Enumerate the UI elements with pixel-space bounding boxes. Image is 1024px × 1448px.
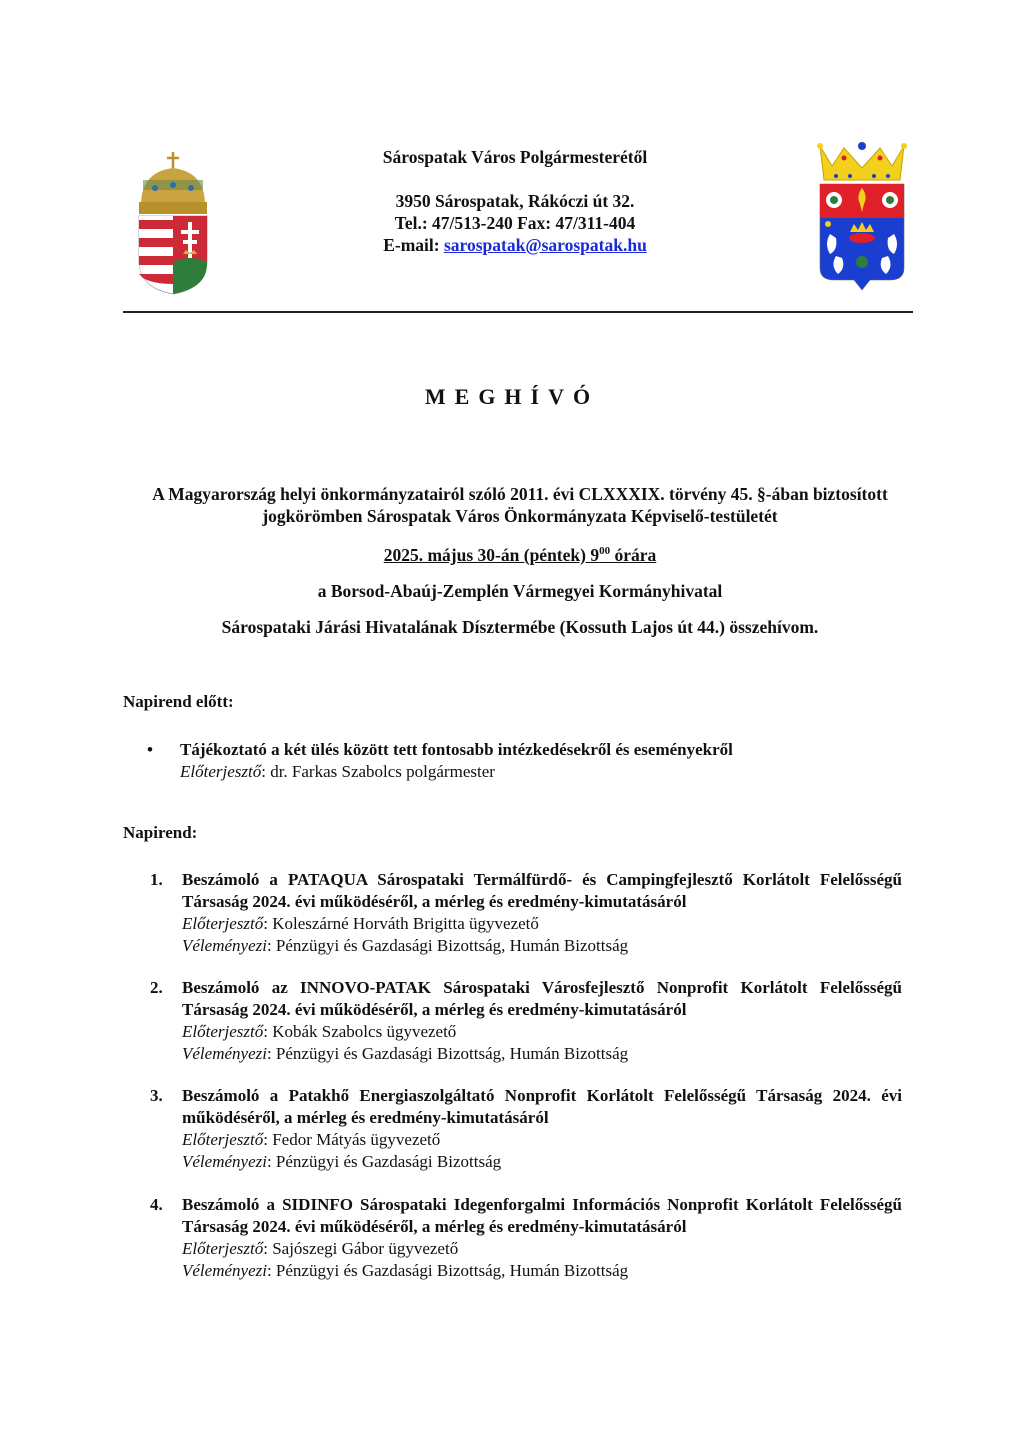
presenter-label: Előterjesztő <box>182 1130 264 1149</box>
opinion-label: Véleményezi <box>182 1044 267 1063</box>
presenter-label: Előterjesztő <box>180 762 262 781</box>
opinion-committees: : Pénzügyi és Gazdasági Bizottság <box>266 1152 502 1171</box>
opinion-label: Véleményezi <box>182 1152 267 1171</box>
agenda-item-opinion <box>182 935 902 957</box>
legal-basis: A Magyarország helyi önkormányzatairól szóló 2011. évi CLXXXIX. törvény 45. §-ában biztosított jogkörömben Sárospatak Város Önkormányzata Képviselő-testületét <box>152 484 888 526</box>
meeting-location-1: a Borsod-Abaúj-Zemplén Vármegyei Kormányhivatal <box>317 580 723 601</box>
agenda-item-presenter <box>182 1238 902 1260</box>
agenda-item-presenter <box>182 1129 902 1151</box>
bullet-icon: • <box>147 740 153 759</box>
presenter-name: : dr. Farkas Szabolcs polgármester <box>261 762 495 781</box>
agenda-item-opinion <box>182 1043 902 1065</box>
phone-fax: Tel.: 47/513-240 Fax: 47/311-404 <box>394 213 636 233</box>
pre-agenda-presenter <box>180 761 880 783</box>
presenter-name: : Fedor Mátyás ügyvezető <box>263 1130 441 1149</box>
letterhead <box>300 146 730 256</box>
meeting-time-minutes: 00 <box>599 545 611 557</box>
agenda-item <box>150 1194 902 1282</box>
presenter-name: : Kobák Szabolcs ügyvezető <box>263 1022 457 1041</box>
email-line <box>300 234 730 256</box>
pre-agenda-item-title: Tájékoztató a két ülés között tett fontosabb intézkedésekről és eseményekről <box>180 740 733 759</box>
header-divider <box>123 311 913 313</box>
pre-agenda-heading: Napirend előtt: <box>123 692 234 711</box>
agenda-item-opinion <box>182 1151 902 1173</box>
agenda-item-number: 3. <box>150 1086 163 1105</box>
agenda-item-number: 1. <box>150 870 163 889</box>
agenda-item-title: Beszámoló az INNOVO-PATAK Sárospataki Városfejlesztő Nonprofit Korlátolt Felelősségű Társaság 2024. évi működéséről, a mérleg és eredmény-kimutatásáról <box>182 978 902 1019</box>
opinion-committees: : Pénzügyi és Gazdasági Bizottság, Humán Bizottság <box>266 1044 629 1063</box>
opinion-committees: : Pénzügyi és Gazdasági Bizottság, Humán Bizottság <box>266 936 629 955</box>
organization-name: Sárospatak Város Polgármesterétől <box>382 147 648 167</box>
presenter-label: Előterjesztő <box>182 1022 264 1041</box>
invitation-intro <box>120 483 920 638</box>
hungarian-coat-of-arms-icon <box>133 150 213 295</box>
opinion-label: Véleményezi <box>182 1261 267 1280</box>
agenda-item-presenter <box>182 913 902 935</box>
agenda-item-number: 2. <box>150 978 163 997</box>
agenda-item <box>150 1085 902 1173</box>
meeting-date-main: 2025. május 30-án (péntek) 9 <box>383 544 600 565</box>
agenda-item-title: Beszámoló a PATAQUA Sárospataki Termálfürdő- és Campingfejlesztő Korlátolt Felelősségű Társaság 2024. évi működéséről, a mérleg és eredmény-kimutatásáról <box>182 870 902 911</box>
agenda-item <box>150 869 902 957</box>
meeting-date <box>120 540 920 566</box>
email-link[interactable]: sarospatak@sarospatak.hu <box>443 235 647 255</box>
presenter-name: : Koleszárné Horváth Brigitta ügyvezető <box>263 914 539 933</box>
sarospatak-coat-of-arms-icon <box>816 140 908 290</box>
agenda-item-number: 4. <box>150 1195 163 1214</box>
agenda-item-presenter <box>182 1021 902 1043</box>
agenda-item <box>150 977 902 1065</box>
presenter-label: Előterjesztő <box>182 1239 264 1258</box>
agenda-heading: Napirend: <box>123 823 198 842</box>
address: 3950 Sárospatak, Rákóczi út 32. <box>395 191 635 211</box>
meeting-location-2: Sárospataki Járási Hivatalának Dísztermébe (Kossuth Lajos út 44.) összehívom. <box>221 616 819 637</box>
opinion-label: Véleményezi <box>182 936 267 955</box>
agenda-item-opinion <box>182 1260 902 1282</box>
agenda-item-title: Beszámoló a SIDINFO Sárospataki Idegenforgalmi Információs Nonprofit Korlátolt Felelősségű Társaság 2024. évi működéséről, a mérleg és eredmény-kimutatásáról <box>182 1195 902 1236</box>
presenter-label: Előterjesztő <box>182 914 264 933</box>
presenter-name: : Sajószegi Gábor ügyvezető <box>263 1239 459 1258</box>
agenda-item-title: Beszámoló a Patakhő Energiaszolgáltató Nonprofit Korlátolt Felelősségű Társaság 2024. évi működéséről, a mérleg és eredmény-kimutatásáról <box>182 1086 902 1127</box>
meeting-date-tail: órára <box>610 544 657 565</box>
email-label: E-mail: <box>383 235 444 255</box>
document-title: MEGHÍVÓ <box>424 384 600 409</box>
opinion-committees: : Pénzügyi és Gazdasági Bizottság, Humán Bizottság <box>266 1261 629 1280</box>
